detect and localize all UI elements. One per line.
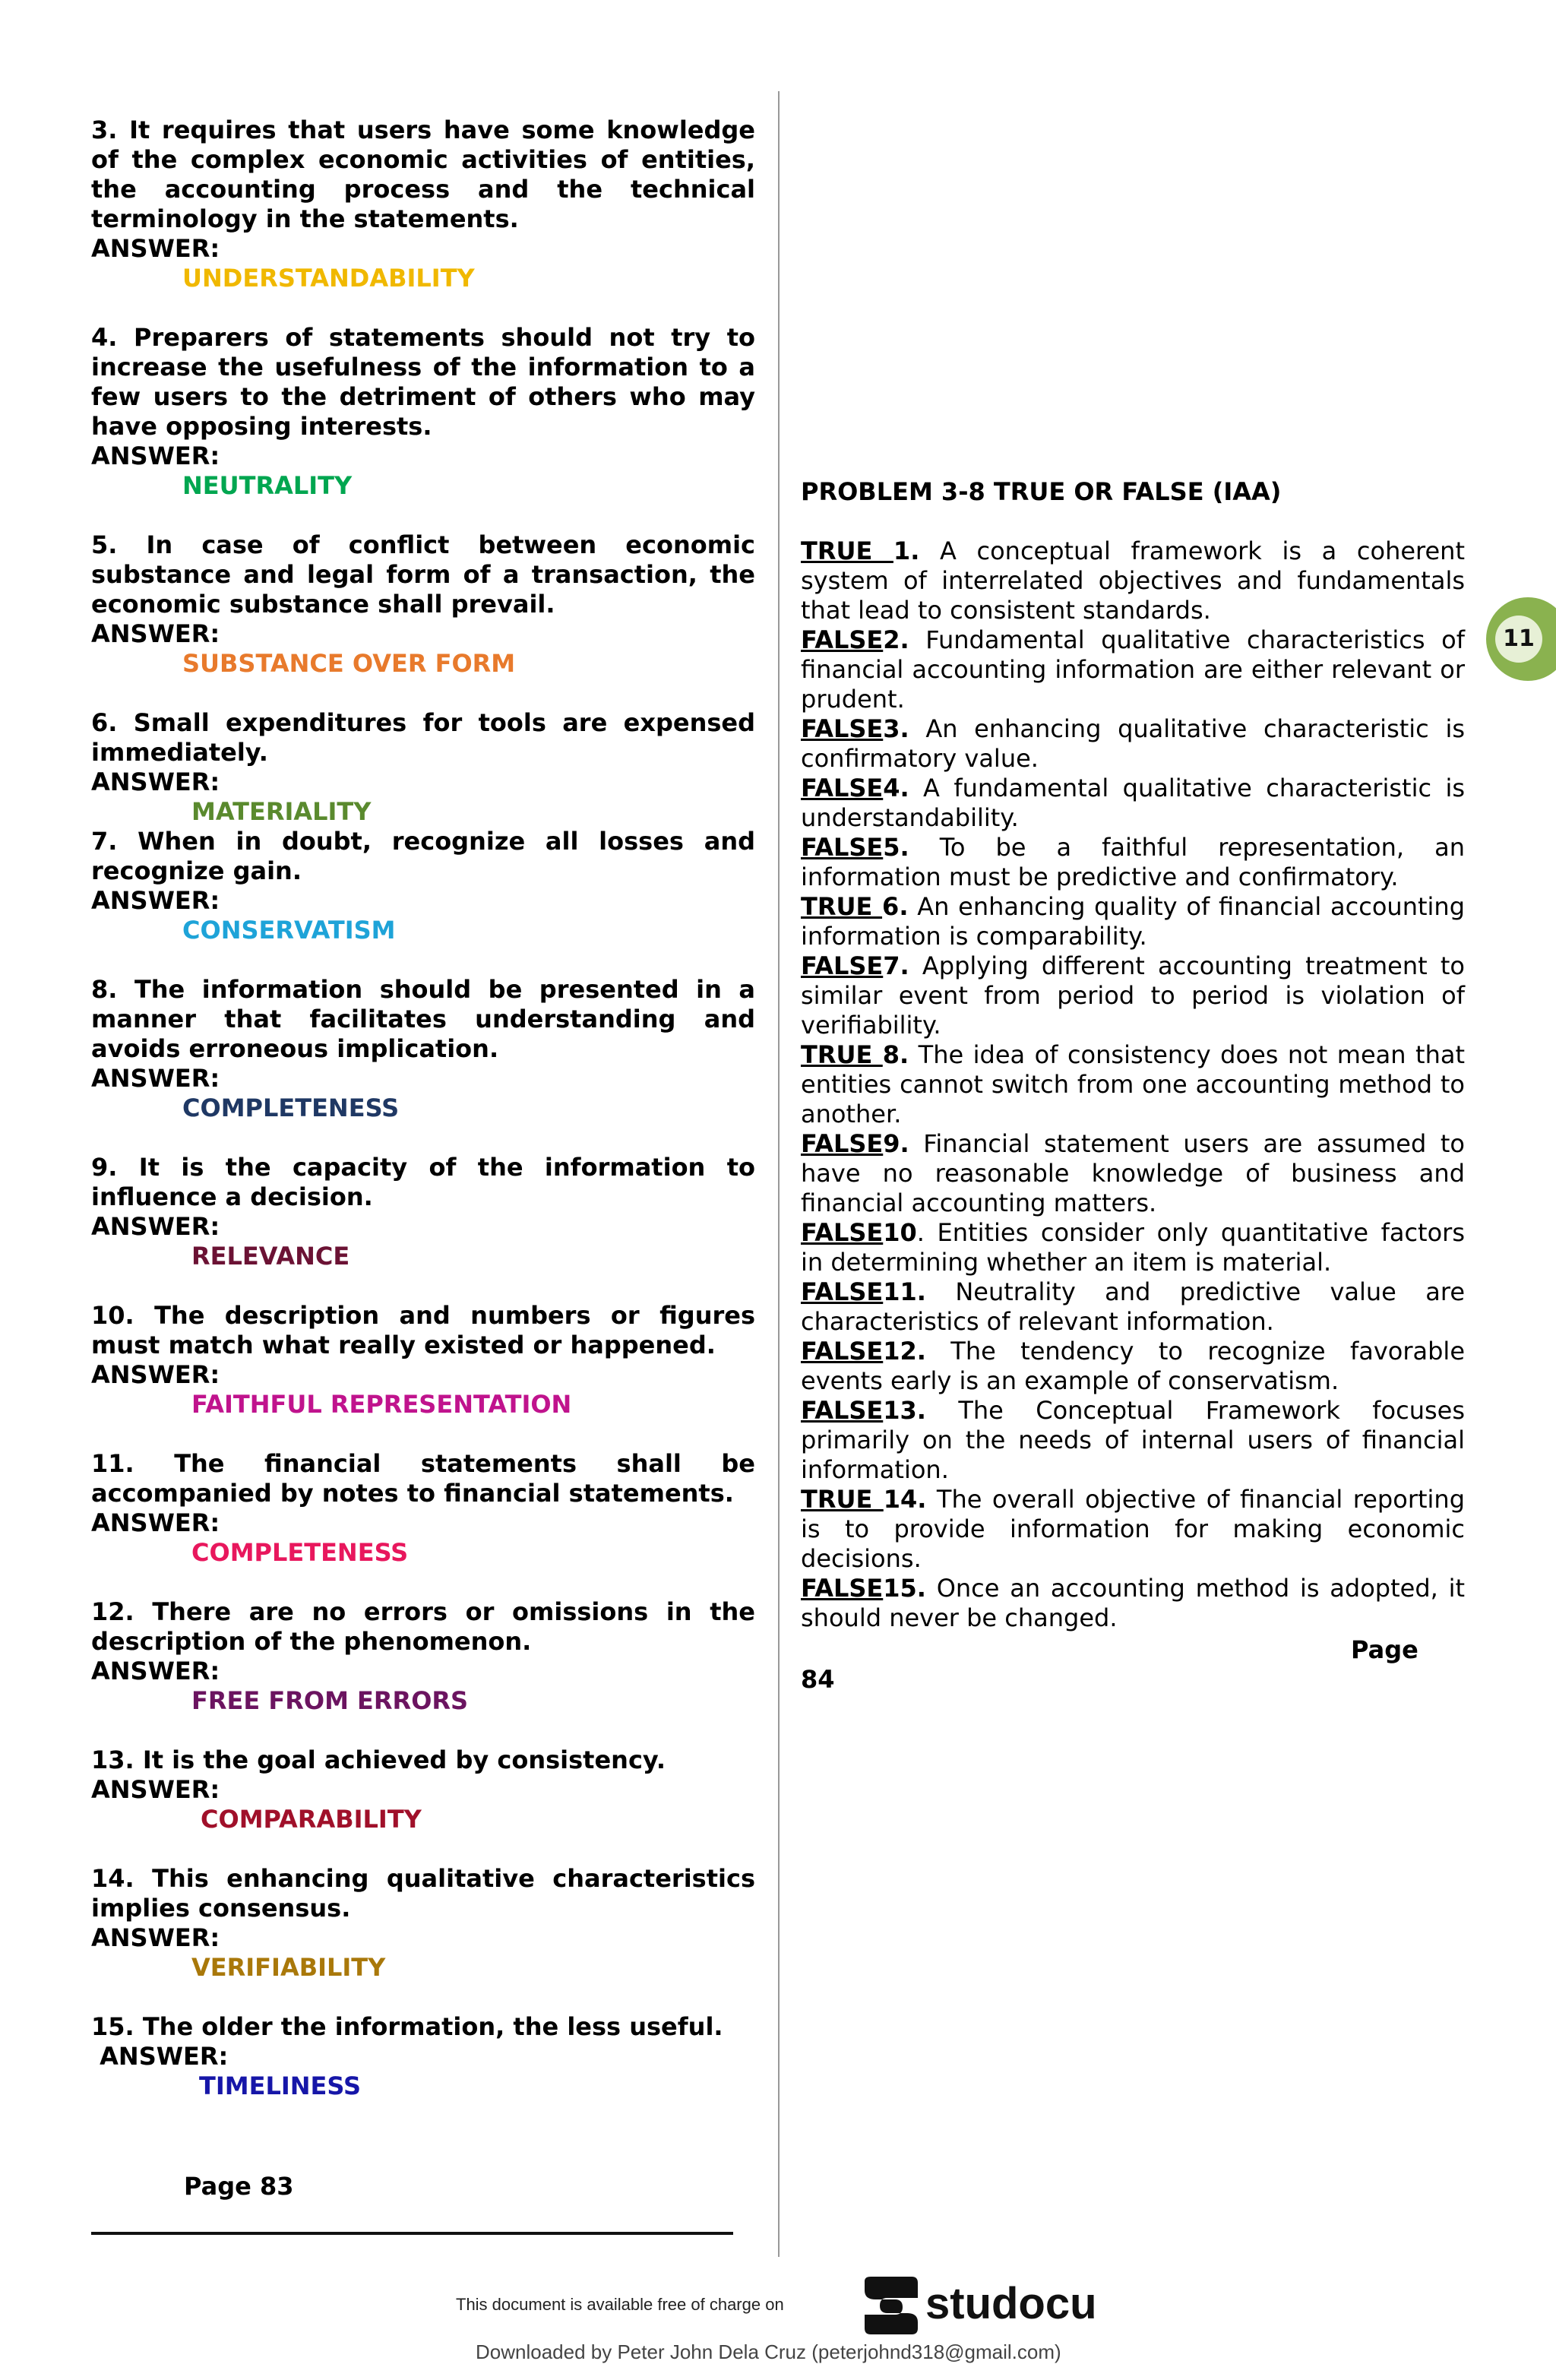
question-text: 12. There are no errors or omissions in the description of the phenomenon.	[91, 1597, 755, 1656]
answer-tag: FALSE	[801, 951, 884, 980]
item-number: 12.	[883, 1337, 926, 1366]
true-false-item	[801, 1129, 1465, 1218]
item-number: 15.	[883, 1574, 926, 1603]
item-number: 2.	[883, 625, 909, 654]
question-text: 8. The information should be presented in a manner that facilitates understanding and avoids erroneous implication.	[91, 975, 755, 1063]
answer-tag: FALSE	[801, 714, 884, 743]
spacer	[91, 501, 755, 530]
answer-tag: TRUE	[801, 1040, 883, 1069]
answer-value: COMPLETENESS	[191, 1538, 409, 1567]
answer-value: CONSERVATISM	[182, 916, 396, 945]
statement-text: The Conceptual Framework focuses primarily on the needs of internal users of financial information.	[801, 1396, 1465, 1484]
answer-tag: FALSE	[801, 1574, 884, 1603]
answer-label: ANSWER:	[91, 1775, 220, 1804]
statement-text: Fundamental qualitative characteristics of financial accounting information are either relevant or prudent.	[801, 625, 1465, 714]
answer-tag: FALSE	[801, 1337, 884, 1366]
statement-text: To be a faithful representation, an information must be predictive and confirmatory.	[801, 833, 1465, 891]
item-number: 4.	[883, 774, 909, 802]
spacer	[801, 507, 1465, 536]
answer-value: UNDERSTANDABILITY	[182, 264, 475, 293]
statement-text: The tendency to recognize favorable events early is an example of conservatism.	[801, 1337, 1465, 1395]
answer-label: ANSWER:	[91, 1657, 220, 1685]
item-number: 9.	[883, 1129, 909, 1158]
answer-value: RELEVANCE	[191, 1242, 350, 1271]
answer-value: VERIFIABILITY	[191, 1953, 386, 1982]
true-false-item	[801, 833, 1465, 892]
true-false-item	[801, 951, 1465, 1040]
question-text: 4. Preparers of statements should not try to increase the usefulness of the information to a few users to the detriment of others who may have opposing interests.	[91, 323, 755, 441]
item-number: 13.	[883, 1396, 926, 1425]
answer-tag: FALSE	[801, 1218, 884, 1247]
item-number: 5.	[883, 833, 909, 862]
true-false-item	[801, 625, 1465, 714]
true-false-item	[801, 1574, 1465, 1633]
answer-tag: TRUE	[801, 536, 893, 565]
question-text: 13. It is the goal achieved by consistency.	[91, 1745, 666, 1774]
right-column	[801, 477, 1465, 1633]
spacer	[91, 293, 755, 323]
answer-label: ANSWER:	[91, 2042, 229, 2071]
item-number: 6.	[882, 892, 909, 921]
spacer	[91, 2101, 755, 2131]
page-number-right: 84	[801, 1665, 835, 1694]
answer-label: ANSWER:	[91, 1064, 220, 1093]
page-tab-badge	[1486, 597, 1556, 681]
item-number: 11.	[883, 1277, 926, 1306]
statement-text: The overall objective of financial reporting is to provide information for making economic decisions.	[801, 1485, 1466, 1573]
answer-label: ANSWER:	[91, 1923, 220, 1952]
true-false-item	[801, 714, 1465, 774]
answer-value: MATERIALITY	[191, 797, 372, 826]
item-number: 7.	[883, 951, 909, 980]
answer-label: ANSWER:	[91, 1212, 220, 1241]
answer-tag: FALSE	[801, 1396, 884, 1425]
answer-tag: FALSE	[801, 1129, 884, 1158]
answer-value: COMPARABILITY	[201, 1805, 422, 1834]
item-number: 3.	[883, 714, 909, 743]
statement-text: A fundamental qualitative characteristic is understandability.	[801, 774, 1465, 832]
true-false-item	[801, 1277, 1465, 1337]
answer-label: ANSWER:	[91, 1360, 220, 1389]
answer-tag: TRUE	[801, 1485, 884, 1514]
statement-text: . Entities consider only quantitative factors in determining whether an item is material.	[801, 1218, 1465, 1277]
true-false-item	[801, 774, 1465, 833]
answer-value: TIMELINESS	[199, 2071, 362, 2100]
question-text: 11. The financial statements shall be accompanied by notes to financial statements.	[91, 1449, 755, 1508]
bottom-rule	[91, 2232, 733, 2235]
answer-tag: FALSE	[801, 774, 884, 802]
statement-text: Once an accounting method is adopted, it should never be changed.	[801, 1574, 1465, 1632]
answer-tag: TRUE	[801, 892, 883, 921]
true-false-item	[801, 1218, 1465, 1277]
question-text: 14. This enhancing qualitative characteristics implies consensus.	[91, 1864, 755, 1923]
answer-value: SUBSTANCE OVER FORM	[182, 649, 516, 678]
page-number-left: Page 83	[184, 2172, 294, 2201]
answer-value: FAITHFUL REPRESENTATION	[191, 1390, 572, 1419]
column-divider	[778, 91, 780, 2257]
true-false-item	[801, 892, 1465, 951]
studocu-brand[interactable]: studocu	[925, 2279, 1097, 2328]
answer-tag: FALSE	[801, 833, 884, 862]
statement-text: An enhancing qualitative characteristic is confirmatory value.	[801, 714, 1465, 773]
item-number: 14.	[883, 1485, 927, 1514]
question-text: 7. When in doubt, recognize all losses and recognize gain.	[91, 827, 755, 885]
statement-text: Applying different accounting treatment to similar event from period to period is violation of verifiability.	[801, 951, 1465, 1040]
statement-text: Neutrality and predictive value are characteristics of relevant information.	[801, 1277, 1465, 1336]
statement-text: An enhancing quality of financial accounting information is comparability.	[801, 892, 1466, 951]
spacer	[91, 1123, 755, 1153]
answer-label: ANSWER:	[91, 619, 220, 648]
item-number: 10	[883, 1218, 917, 1247]
spacer	[91, 1271, 755, 1301]
answer-value: NEUTRALITY	[182, 471, 353, 500]
question-text: 10. The description and numbers or figures must match what really existed or happened.	[91, 1301, 755, 1359]
answer-label: ANSWER:	[91, 767, 220, 796]
question-text: 5. In case of conflict between economic substance and legal form of a transaction, the economic substance shall prevail.	[91, 530, 755, 619]
answer-label: ANSWER:	[91, 1508, 220, 1537]
answer-tag: FALSE	[801, 1277, 884, 1306]
answer-label: ANSWER:	[91, 234, 220, 263]
problem-title: PROBLEM 3-8 TRUE OR FALSE (IAA)	[801, 477, 1282, 506]
spacer	[91, 1568, 755, 1597]
answer-value: COMPLETENESS	[182, 1093, 400, 1122]
answer-tag: FALSE	[801, 625, 884, 654]
item-number: 8.	[882, 1040, 909, 1069]
true-false-list	[801, 536, 1465, 1633]
question-text: 15. The older the information, the less useful.	[91, 2012, 723, 2041]
page-tab-number: 11	[1495, 616, 1542, 663]
statement-text: A conceptual framework is a coherent system of interrelated objectives and fundamentals that lead to consistent standards.	[801, 536, 1466, 625]
statement-text: Financial statement users are assumed to have no reasonable knowledge of business and financial accounting matters.	[801, 1129, 1465, 1217]
true-false-item	[801, 1040, 1465, 1129]
spacer	[91, 1983, 755, 2012]
spacer	[91, 945, 755, 975]
spacer	[91, 1834, 755, 1864]
answer-label: ANSWER:	[91, 886, 220, 915]
answer-value: FREE FROM ERRORS	[191, 1686, 469, 1715]
spacer	[91, 1419, 755, 1449]
true-false-item	[801, 536, 1465, 625]
statement-text: The idea of consistency does not mean that entities cannot switch from one accounting method to another.	[801, 1040, 1466, 1128]
spacer	[91, 679, 755, 708]
question-text: 9. It is the capacity of the information to influence a decision.	[91, 1153, 755, 1211]
true-false-item	[801, 1485, 1465, 1574]
question-text: 3. It requires that users have some knowledge of the complex economic activities of entities, the accounting process and the technical terminology in the statements.	[91, 116, 755, 233]
page-label-right: Page	[1351, 1635, 1418, 1664]
answer-label: ANSWER:	[91, 442, 220, 470]
spacer	[91, 1716, 755, 1745]
left-column	[91, 116, 755, 2131]
footer-availability-text: This document is available free of charge on	[456, 2295, 784, 2314]
question-text: 6. Small expenditures for tools are expensed immediately.	[91, 708, 755, 767]
footer-downloaded-by: Downloaded by Peter John Dela Cruz (peterjohnd318@gmail.com)	[476, 2340, 1061, 2363]
true-false-item	[801, 1396, 1465, 1485]
true-false-item	[801, 1337, 1465, 1396]
item-number: 1.	[893, 536, 920, 565]
